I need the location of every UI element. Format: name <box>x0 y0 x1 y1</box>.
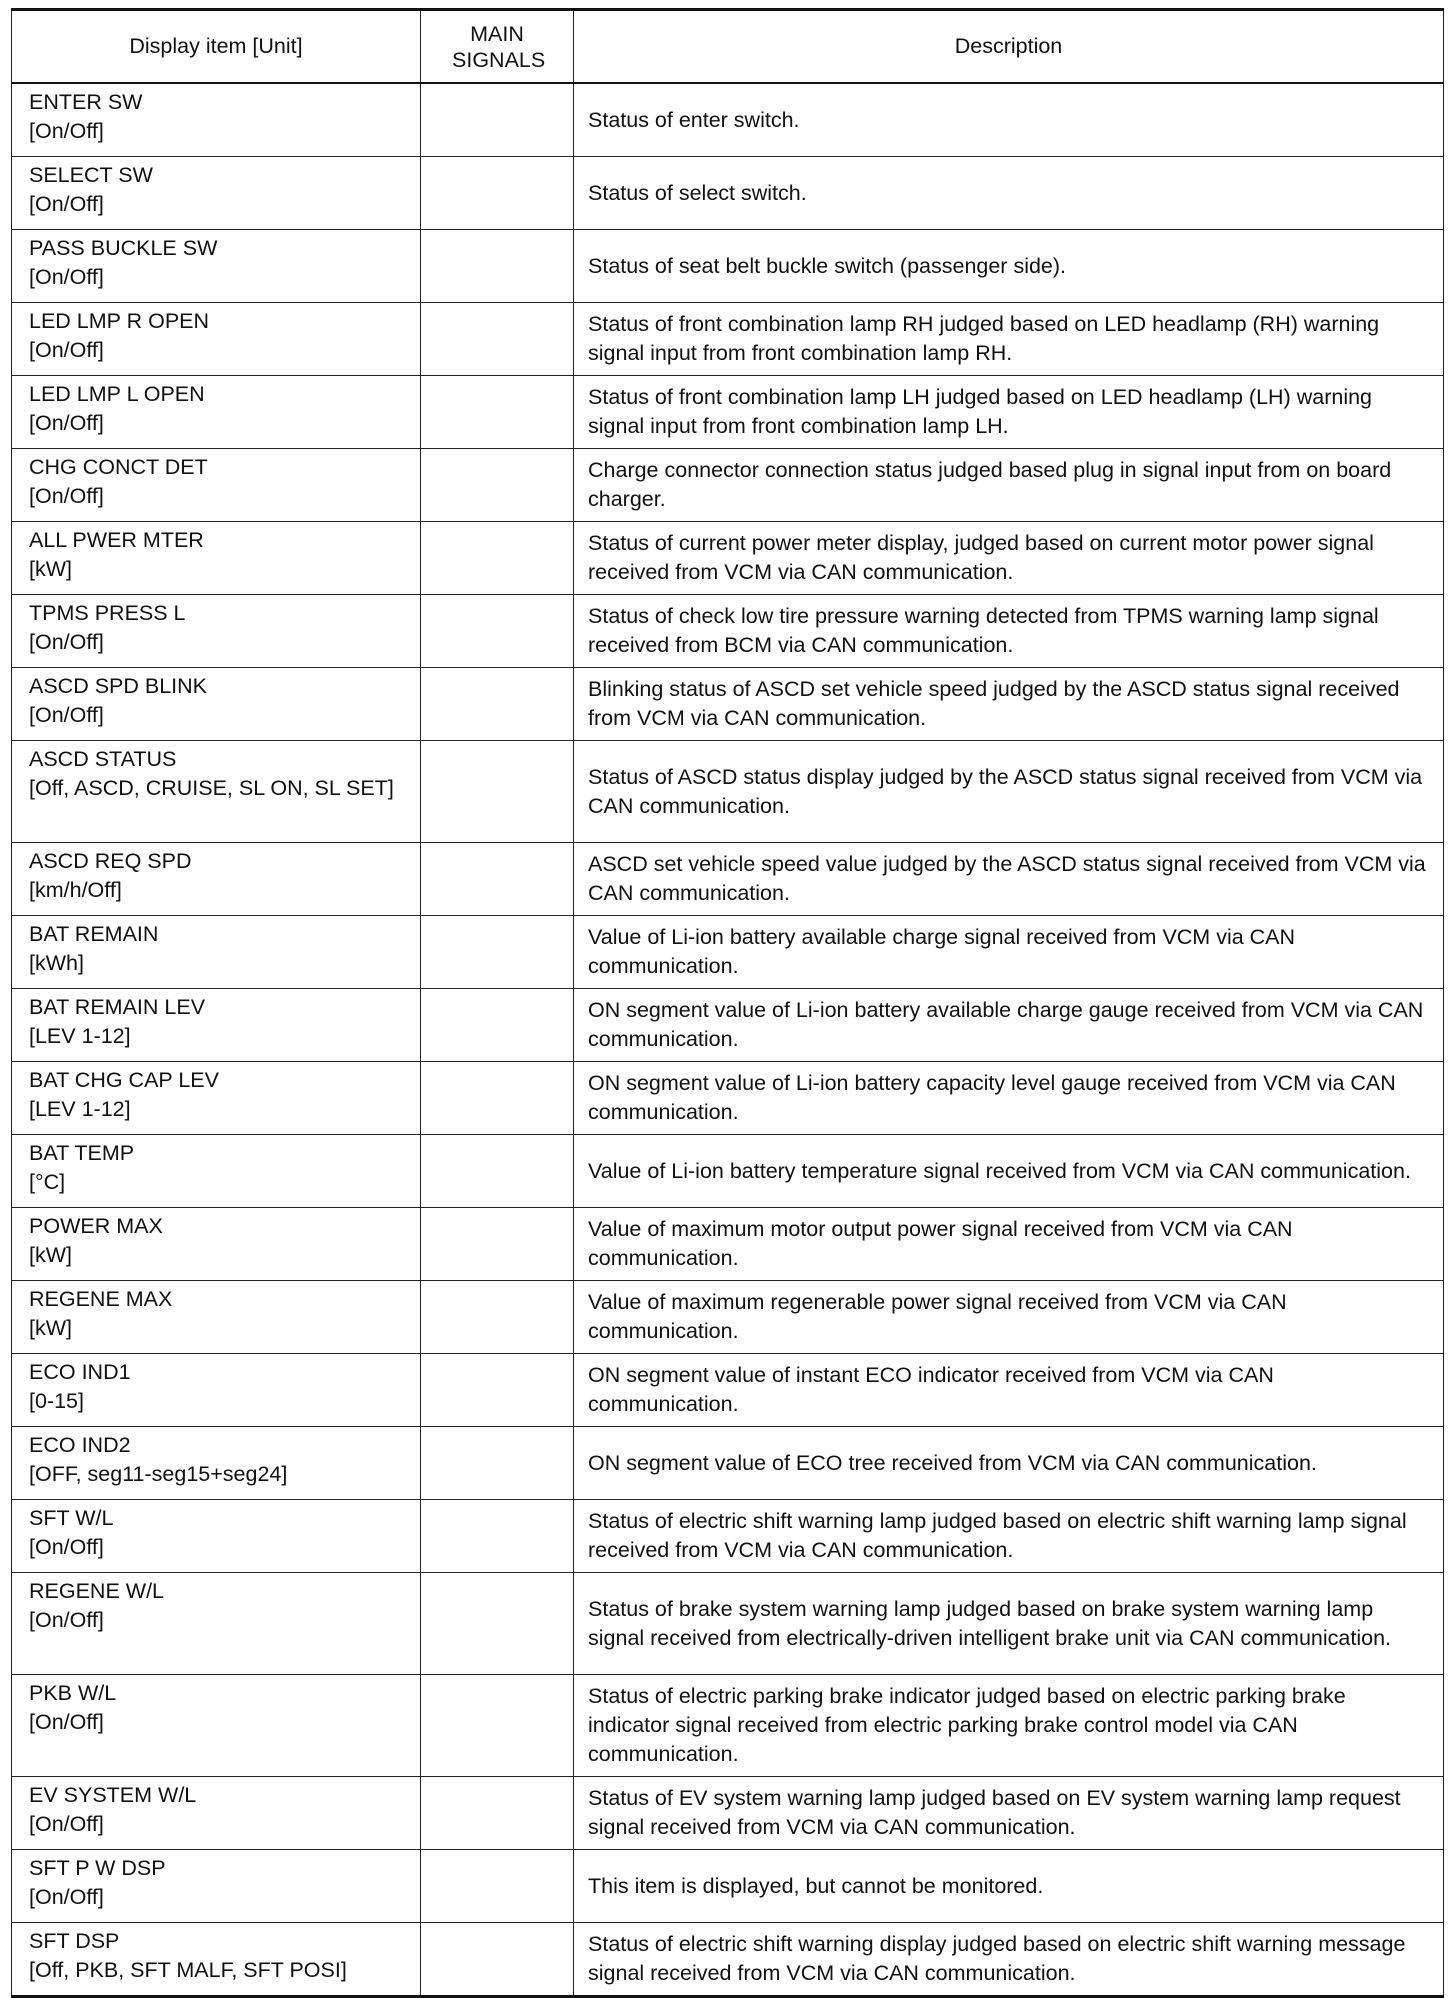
display-item-name: ECO IND2 <box>29 1433 131 1457</box>
table-row <box>12 1850 1444 1923</box>
display-item-name: BAT REMAIN LEV <box>29 995 206 1019</box>
display-item-name: ENTER SW <box>29 90 143 114</box>
display-item-name: LED LMP R OPEN <box>29 309 210 333</box>
display-item-cell <box>12 916 421 989</box>
description-cell: Value of maximum motor output power signal received from VCM via CAN communication. <box>574 1208 1444 1281</box>
table-row <box>12 1281 1444 1354</box>
display-item-name: SELECT SW <box>29 163 153 187</box>
main-signals-cell <box>421 1500 574 1573</box>
main-signals-cell <box>421 741 574 843</box>
main-signals-cell <box>421 1062 574 1135</box>
description-cell: Status of electric shift warning display judged based on electric shift warning message signal received from VCM via CAN communication. <box>574 1923 1444 1997</box>
display-item-cell <box>12 1500 421 1573</box>
display-item-unit: [On/Off] <box>29 484 104 508</box>
main-signals-cell <box>421 83 574 157</box>
table-row <box>12 595 1444 668</box>
main-signals-cell <box>421 157 574 230</box>
main-signals-cell <box>421 1850 574 1923</box>
table-row <box>12 376 1444 449</box>
display-item-unit: [kW] <box>29 1243 72 1267</box>
display-item-unit: [km/h/Off] <box>29 878 122 902</box>
table-row <box>12 668 1444 741</box>
description-cell: ON segment value of instant ECO indicator received from VCM via CAN communication. <box>574 1354 1444 1427</box>
main-signals-cell <box>421 1135 574 1208</box>
display-item-name: SFT P W DSP <box>29 1856 166 1880</box>
display-item-name: CHG CONCT DET <box>29 455 208 479</box>
display-item-name: SFT W/L <box>29 1506 114 1530</box>
display-item-cell <box>12 1573 421 1675</box>
table-row <box>12 230 1444 303</box>
display-item-cell <box>12 1062 421 1135</box>
main-signals-cell <box>421 303 574 376</box>
display-item-name: EV SYSTEM W/L <box>29 1783 197 1807</box>
description-cell: ON segment value of ECO tree received from VCM via CAN communication. <box>574 1427 1444 1500</box>
table-row <box>12 1427 1444 1500</box>
display-item-name: BAT CHG CAP LEV <box>29 1068 219 1092</box>
display-item-cell <box>12 449 421 522</box>
description-cell: ASCD set vehicle speed value judged by the ASCD status signal received from VCM via CAN communication. <box>574 843 1444 916</box>
description-cell: Status of EV system warning lamp judged based on EV system warning lamp request signal received from VCM via CAN communication. <box>574 1777 1444 1850</box>
display-item-name: ASCD REQ SPD <box>29 849 192 873</box>
display-item-unit: [On/Off] <box>29 1608 104 1632</box>
display-item-name: SFT DSP <box>29 1929 120 1953</box>
main-signals-cell <box>421 376 574 449</box>
display-item-cell <box>12 1923 421 1997</box>
table-row <box>12 1135 1444 1208</box>
display-item-unit: [On/Off] <box>29 1885 104 1909</box>
description-cell: Status of current power meter display, judged based on current motor power signal received from VCM via CAN communication. <box>574 522 1444 595</box>
main-signals-cell <box>421 449 574 522</box>
monitor-item-table-wrapper <box>11 8 1443 1998</box>
table-row <box>12 449 1444 522</box>
display-item-cell <box>12 522 421 595</box>
display-item-cell <box>12 1777 421 1850</box>
main-signals-cell <box>421 916 574 989</box>
display-item-unit: [°C] <box>29 1170 66 1194</box>
main-signals-cell <box>421 230 574 303</box>
display-item-name: BAT REMAIN <box>29 922 159 946</box>
display-item-cell <box>12 668 421 741</box>
table-header-row <box>12 10 1444 84</box>
description-cell: Status of front combination lamp RH judged based on LED headlamp (RH) warning signal input from front combination lamp RH. <box>574 303 1444 376</box>
display-item-name: BAT TEMP <box>29 1141 135 1165</box>
display-item-unit: [On/Off] <box>29 411 104 435</box>
description-cell: ON segment value of Li-ion battery capacity level gauge received from VCM via CAN communication. <box>574 1062 1444 1135</box>
display-item-cell <box>12 989 421 1062</box>
display-item-name: PASS BUCKLE SW <box>29 236 218 260</box>
display-item-name: ASCD STATUS <box>29 747 177 771</box>
main-signals-cell <box>421 1208 574 1281</box>
display-item-unit: [On/Off] <box>29 265 104 289</box>
display-item-cell <box>12 1281 421 1354</box>
display-item-cell <box>12 1427 421 1500</box>
description-cell: Value of Li-ion battery temperature signal received from VCM via CAN communication. <box>574 1135 1444 1208</box>
table-row <box>12 916 1444 989</box>
display-item-unit: [On/Off] <box>29 1535 104 1559</box>
display-item-unit: [0-15] <box>29 1389 84 1413</box>
header-main-signals-label: MAIN SIGNALS <box>452 21 546 72</box>
description-cell: Status of ASCD status display judged by the ASCD status signal received from VCM via CAN communication. <box>574 741 1444 843</box>
main-signals-cell <box>421 1427 574 1500</box>
description-cell: Charge connector connection status judged based plug in signal input from on board charger. <box>574 449 1444 522</box>
main-signals-cell <box>421 522 574 595</box>
description-cell: This item is displayed, but cannot be monitored. <box>574 1850 1444 1923</box>
display-item-cell <box>12 1850 421 1923</box>
display-item-unit: [On/Off] <box>29 192 104 216</box>
header-main-signals <box>421 10 574 84</box>
description-cell: Value of maximum regenerable power signal received from VCM via CAN communication. <box>574 1281 1444 1354</box>
main-signals-cell <box>421 668 574 741</box>
main-signals-cell <box>421 1281 574 1354</box>
display-item-cell <box>12 1135 421 1208</box>
display-item-name: TPMS PRESS L <box>29 601 186 625</box>
description-cell: Status of electric parking brake indicator judged based on electric parking brake indicator signal received from electric parking brake control model via CAN communication. <box>574 1675 1444 1777</box>
main-signals-cell <box>421 989 574 1062</box>
display-item-unit: [OFF, seg11-seg15+seg24] <box>29 1462 288 1486</box>
main-signals-cell <box>421 1923 574 1997</box>
display-item-name: REGENE MAX <box>29 1287 173 1311</box>
description-cell: Value of Li-ion battery available charge signal received from VCM via CAN communication. <box>574 916 1444 989</box>
display-item-unit: [On/Off] <box>29 630 104 654</box>
table-row <box>12 1062 1444 1135</box>
main-signals-cell <box>421 1675 574 1777</box>
table-row <box>12 843 1444 916</box>
main-signals-cell <box>421 843 574 916</box>
display-item-name: LED LMP L OPEN <box>29 382 205 406</box>
monitor-item-table <box>11 8 1444 1998</box>
display-item-unit: [kW] <box>29 557 72 581</box>
display-item-unit: [Off, PKB, SFT MALF, SFT POSI] <box>29 1958 347 1982</box>
description-cell: Status of enter switch. <box>574 83 1444 157</box>
display-item-cell <box>12 83 421 157</box>
table-row <box>12 522 1444 595</box>
description-cell: Status of select switch. <box>574 157 1444 230</box>
display-item-unit: [Off, ASCD, CRUISE, SL ON, SL SET] <box>29 776 394 800</box>
display-item-unit: [On/Off] <box>29 703 104 727</box>
description-cell: Status of seat belt buckle switch (passenger side). <box>574 230 1444 303</box>
display-item-cell <box>12 1354 421 1427</box>
description-cell: Status of front combination lamp LH judged based on LED headlamp (LH) warning signal input from front combination lamp LH. <box>574 376 1444 449</box>
display-item-name: ECO IND1 <box>29 1360 131 1384</box>
table-row <box>12 303 1444 376</box>
display-item-cell <box>12 741 421 843</box>
table-row <box>12 741 1444 843</box>
display-item-cell <box>12 230 421 303</box>
main-signals-cell <box>421 1777 574 1850</box>
description-cell: Status of check low tire pressure warning detected from TPMS warning lamp signal received from BCM via CAN communication. <box>574 595 1444 668</box>
header-display-item: Display item [Unit] <box>12 10 421 84</box>
display-item-unit: [LEV 1-12] <box>29 1024 131 1048</box>
display-item-name: POWER MAX <box>29 1214 163 1238</box>
display-item-unit: [LEV 1-12] <box>29 1097 131 1121</box>
display-item-name: PKB W/L <box>29 1681 117 1705</box>
display-item-unit: [On/Off] <box>29 119 104 143</box>
display-item-cell <box>12 1675 421 1777</box>
table-row <box>12 989 1444 1062</box>
display-item-cell <box>12 157 421 230</box>
table-row <box>12 157 1444 230</box>
header-description: Description <box>574 10 1444 84</box>
display-item-name: ALL PWER MTER <box>29 528 204 552</box>
description-cell: Status of brake system warning lamp judged based on brake system warning lamp signal received from electrically-driven intelligent brake unit via CAN communication. <box>574 1573 1444 1675</box>
display-item-unit: [On/Off] <box>29 1710 104 1734</box>
table-row <box>12 1573 1444 1675</box>
display-item-name: ASCD SPD BLINK <box>29 674 208 698</box>
table-row <box>12 83 1444 157</box>
table-row <box>12 1500 1444 1573</box>
table-row <box>12 1923 1444 1997</box>
display-item-unit: [kW] <box>29 1316 72 1340</box>
display-item-cell <box>12 303 421 376</box>
table-row <box>12 1675 1444 1777</box>
display-item-cell <box>12 1208 421 1281</box>
display-item-cell <box>12 376 421 449</box>
display-item-unit: [On/Off] <box>29 338 104 362</box>
display-item-unit: [kWh] <box>29 951 84 975</box>
table-row <box>12 1354 1444 1427</box>
display-item-unit: [On/Off] <box>29 1812 104 1836</box>
display-item-cell <box>12 595 421 668</box>
table-row <box>12 1208 1444 1281</box>
description-cell: Blinking status of ASCD set vehicle speed judged by the ASCD status signal received from VCM via CAN communication. <box>574 668 1444 741</box>
description-cell: ON segment value of Li-ion battery available charge gauge received from VCM via CAN communication. <box>574 989 1444 1062</box>
description-cell: Status of electric shift warning lamp judged based on electric shift warning lamp signal received from VCM via CAN communication. <box>574 1500 1444 1573</box>
main-signals-cell <box>421 1354 574 1427</box>
display-item-name: REGENE W/L <box>29 1579 164 1603</box>
main-signals-cell <box>421 595 574 668</box>
main-signals-cell <box>421 1573 574 1675</box>
display-item-cell <box>12 843 421 916</box>
table-body <box>12 83 1444 1997</box>
table-row <box>12 1777 1444 1850</box>
